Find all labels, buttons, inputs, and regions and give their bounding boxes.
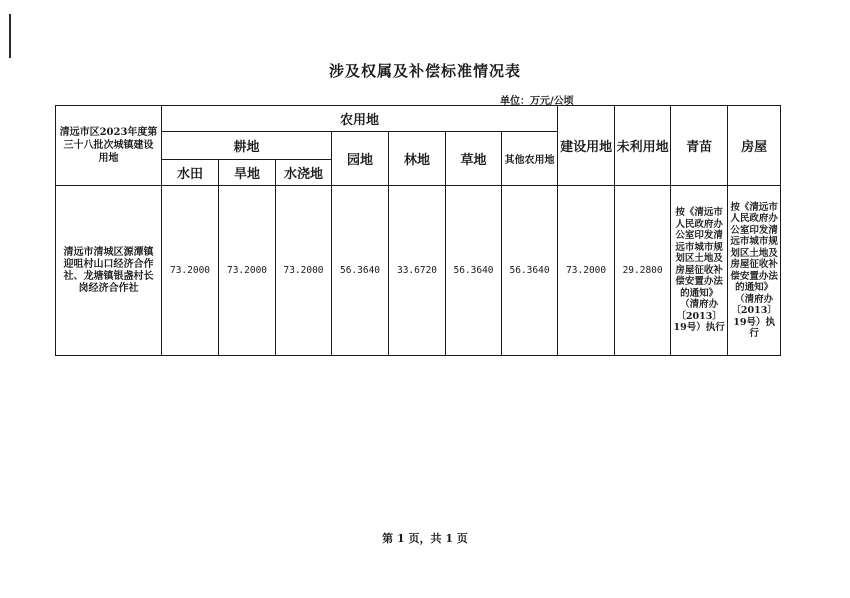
paddy-value: 73.2000 <box>162 186 219 356</box>
housing-standard: 按《清远市人民政府办公室印发清远市城市规划区土地及房屋征收补偿安置办法的通知》（清府办〔2013〕19号）执行 <box>728 186 781 356</box>
forest-land-header: 林地 <box>389 132 446 186</box>
crops-header: 青苗 <box>671 106 728 186</box>
page-title: 涉及权属及补偿标准情况表 <box>328 62 521 80</box>
grass-land-header: 草地 <box>446 132 502 186</box>
housing-header: 房屋 <box>728 106 781 186</box>
forest-value: 33.6720 <box>389 186 446 356</box>
garden-land-header: 园地 <box>332 132 389 186</box>
region-header: 清远市区2023年度第三十八批次城镇建设用地 <box>56 106 162 186</box>
grass-value: 56.3640 <box>446 186 502 356</box>
other-agri-land-header: 其他农用地 <box>502 132 558 186</box>
page-number: 第 1 页，共 1 页 <box>382 532 468 545</box>
unit-label: 单位：万元/公顷 <box>500 96 574 107</box>
irrigated-value: 73.2000 <box>276 186 332 356</box>
crops-standard: 按《清远市人民政府办公室印发清远市城市规划区土地及房屋征收补偿安置办法的通知》（清府办〔2013〕19号）执行 <box>671 186 728 356</box>
unused-value: 29.2800 <box>615 186 671 356</box>
paddy-field-header: 水田 <box>162 160 219 186</box>
construction-land-header: 建设用地 <box>558 106 615 186</box>
other-agri-value: 56.3640 <box>502 186 558 356</box>
dry-land-header: 旱地 <box>219 160 276 186</box>
construction-value: 73.2000 <box>558 186 615 356</box>
region-cell: 清远市清城区源潭镇迎咀村山口经济合作社、龙塘镇银盏村长岗经济合作社 <box>56 186 162 356</box>
cultivated-land-header: 耕地 <box>162 132 332 160</box>
dry-value: 73.2000 <box>219 186 276 356</box>
compensation-table <box>55 105 781 356</box>
agricultural-land-header: 农用地 <box>162 106 558 132</box>
unused-land-header: 未利用地 <box>615 106 671 186</box>
irrigated-land-header: 水浇地 <box>276 160 332 186</box>
garden-value: 56.3640 <box>332 186 389 356</box>
scan-edge-mark <box>9 14 11 58</box>
